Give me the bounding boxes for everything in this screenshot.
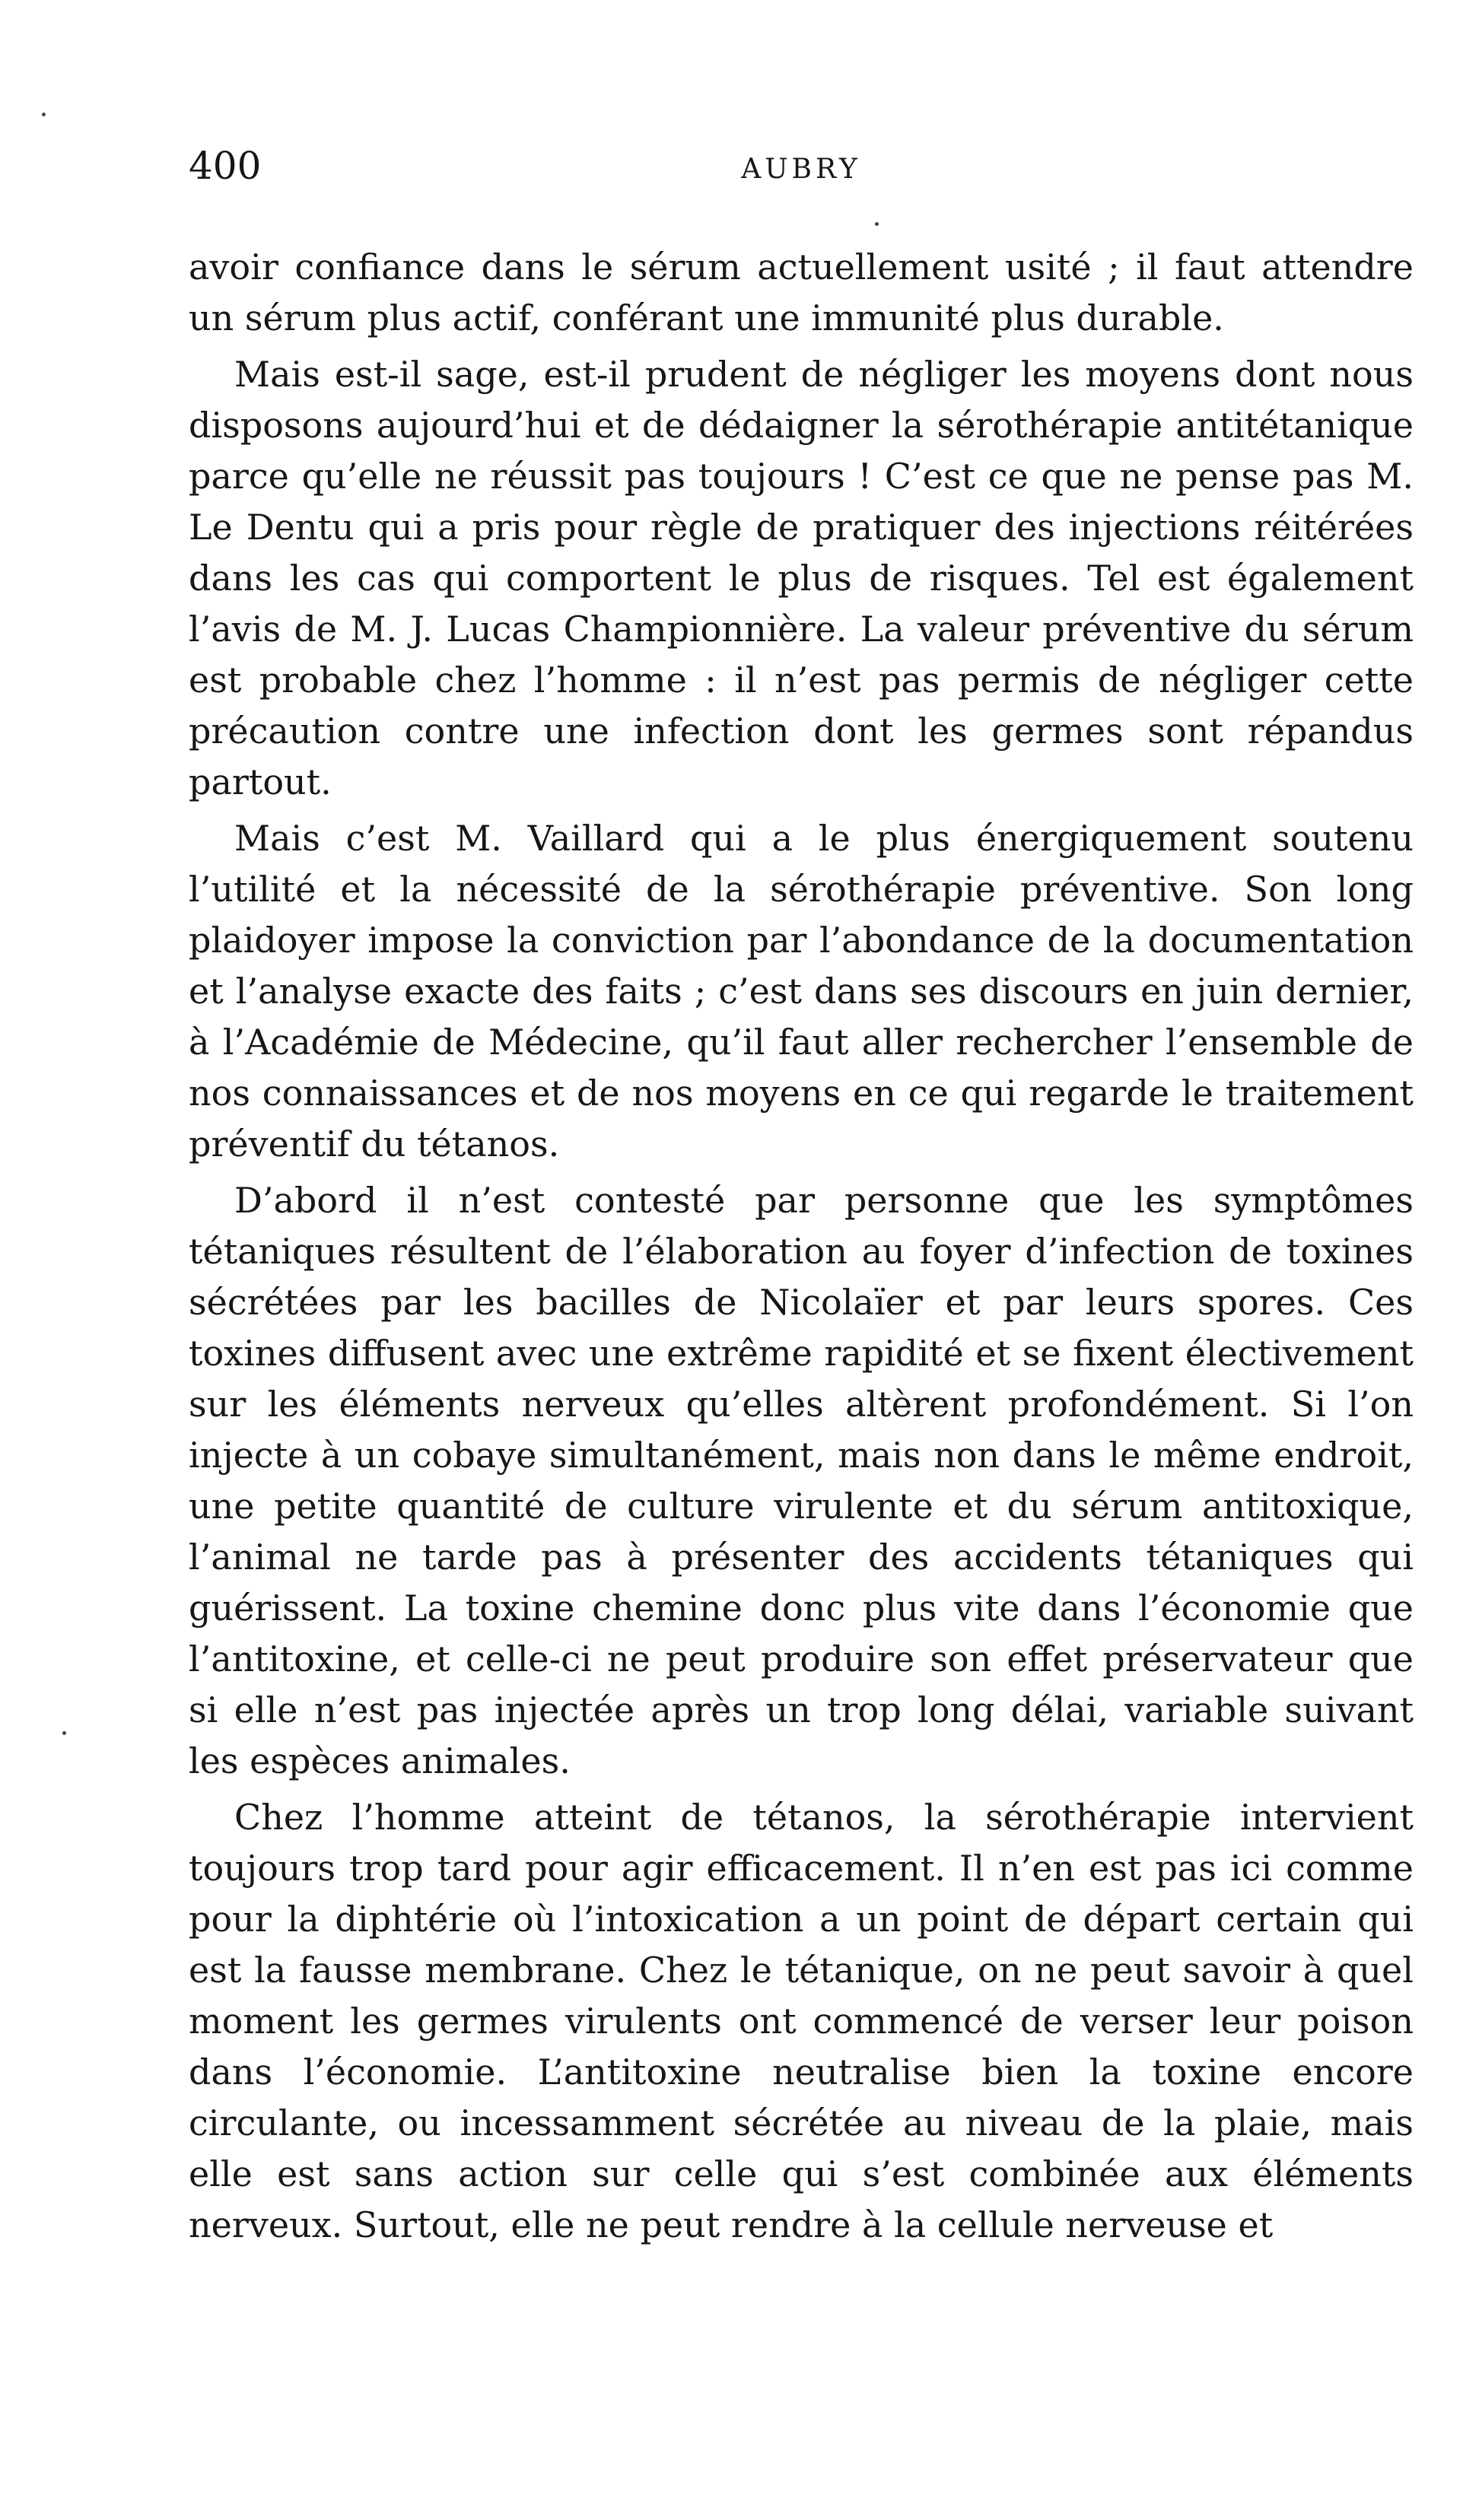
paragraph-2: Mais est-il sage, est-il prudent de négliger les moyens dont nous disposons aujourd’hui et de dédaigner la sérothérapie antitétanique parce qu’elle ne réussit pas toujours ! C’est ce que ne pense pas M. Le Dentu qui a pris pour règle de pratiquer des injections réitérées dans les cas qui comportent le plus de risques. Tel est également l’avis de M. J. Lucas Championnière. La valeur préventive du sérum est probable chez l’homme : il n’est pas permis de négliger cette précaution contre une infection dont les germes sont répandus partout. bbox=[189, 354, 1414, 802]
paragraph-4: D’abord il n’est contesté par personne que les symptômes tétaniques résultent de l’élaboration au foyer d’infection de toxines sécrétées par les bacilles de Nicolaïer et par leurs spores. Ces toxines diffusent avec une extrême rapidité et se fixent électivement sur les éléments nerveux qu’elles altèrent profondément. Si l’on injecte à un cobaye simultanément, mais non dans le même endroit, une petite quantité de culture virulente et du sérum antitoxique, l’animal ne tarde pas à présenter des accidents tétaniques qui guérissent. La toxine chemine donc plus vite dans l’économie que l’antitoxine, et celle-ci ne peut produire son effet préservateur que si elle n’est pas injectée après un trop long délai, variable suivant les espèces animales. bbox=[189, 1180, 1414, 1781]
page-number: 400 bbox=[189, 144, 262, 188]
scan-speck bbox=[62, 1731, 66, 1735]
paragraph-3: Mais c’est M. Vaillard qui a le plus énergiquement soutenu l’utilité et la nécessité de la sérothérapie préventive. Son long plaidoyer impose la conviction par l’abondance de la documentation et l’analyse exacte des faits ; c’est dans ses discours en juin dernier, à l’Académie de Médecine, qu’il faut aller rechercher l’ensemble de nos connaissances et de nos moyens en ce qui regarde le traitement préventif du tétanos. bbox=[189, 818, 1414, 1165]
paragraph-5: Chez l’homme atteint de tétanos, la sérothérapie intervient toujours trop tard pour agir efficacement. Il n’en est pas ici comme pour la diphtérie où l’intoxication a un point de départ certain qui est la fausse membrane. Chez le tétanique, on ne peut savoir à quel moment les germes virulents ont commencé de verser leur poison dans l’économie. L’antitoxine neutralise bien la toxine encore circulante, ou incessamment sécrétée au niveau de la plaie, mais elle est sans action sur celle qui s’est combinée aux éléments nerveux. Surtout, elle ne peut rendre à la cellule nerveuse et bbox=[189, 1797, 1414, 2245]
paragraph-1: avoir confiance dans le sérum actuellement usité ; il faut attendre un sérum plus actif, conférant une immunité plus durable. bbox=[189, 246, 1414, 338]
body-text bbox=[189, 242, 1414, 2251]
page-header bbox=[189, 143, 1414, 196]
scan-speck bbox=[42, 113, 46, 116]
running-head: AUBRY bbox=[741, 154, 861, 185]
scan-speck bbox=[875, 222, 879, 226]
